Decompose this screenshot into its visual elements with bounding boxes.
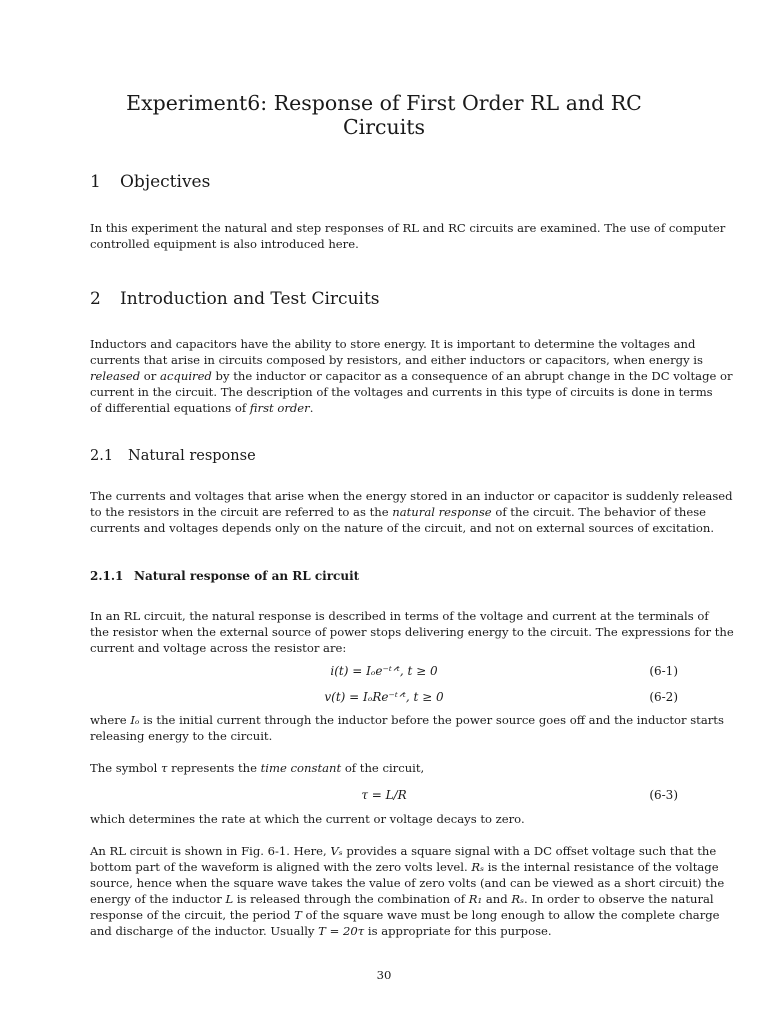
text-span: where — [90, 713, 131, 727]
emphasis-text: natural response — [392, 505, 492, 519]
math-symbol: Iₒ — [130, 713, 140, 727]
section-title: Natural response of an RL circuit — [134, 569, 360, 583]
paragraph-line — [90, 504, 707, 520]
paragraph-line — [90, 760, 678, 776]
text-span: energy of the inductor — [90, 892, 226, 906]
text-span: and — [482, 892, 512, 906]
equation-expression: i(t) = Iₒe⁻ᵗᐟᵗ, t ≥ 0 — [330, 664, 438, 678]
paragraph-line — [90, 400, 678, 416]
emphasis-text: released — [90, 369, 141, 383]
section-heading-introduction — [90, 289, 380, 309]
text-span: An RL circuit is shown in Fig. 6-1. Here, — [90, 844, 331, 858]
emphasis-text: time constant — [260, 761, 342, 775]
section-title: Natural response — [128, 448, 256, 464]
section-heading-objectives — [90, 172, 210, 192]
paragraph-line: current and voltage across the resistor are: — [90, 641, 347, 655]
section-number: 1 — [90, 172, 101, 192]
equation-6-2 — [90, 689, 678, 705]
section-title: Objectives — [120, 172, 211, 192]
text-span: . — [309, 401, 314, 415]
equation-number: (6-1) — [649, 664, 678, 678]
paragraph-line — [90, 859, 719, 875]
paragraph-line: current in the circuit. The description of the voltages and currents in this type of circuits is done in terms — [90, 385, 713, 399]
paragraph-line: The currents and voltages that arise when the energy stored in an inductor or capacitor is suddenly released — [90, 489, 733, 503]
equation-number: (6-3) — [649, 788, 678, 802]
math-symbol: Rₛ — [511, 892, 524, 906]
text-span: is the internal resistance of the voltage — [484, 860, 719, 874]
text-span: of differential equations of — [90, 401, 250, 415]
text-span: . In order to observe the natural — [523, 892, 714, 906]
math-symbol: T — [294, 908, 302, 922]
paragraph-line: In an RL circuit, the natural response is described in terms of the voltage and current at the terminals of — [90, 609, 709, 623]
paragraph-line: currents and voltages depends only on the nature of the circuit, and not on external sources of excitation. — [90, 521, 715, 535]
text-span: of the circuit, — [341, 761, 425, 775]
math-symbol: L — [225, 892, 234, 906]
text-span: and discharge of the inductor. Usually — [90, 924, 319, 938]
equation-expression: τ = L/R — [361, 788, 407, 802]
paragraph-line — [90, 891, 714, 907]
paragraph-line — [90, 907, 720, 923]
text-span: or — [140, 369, 161, 383]
paragraph-line: which determines the rate at which the current or voltage decays to zero. — [90, 812, 525, 826]
subsubsection-heading-rl-circuit — [90, 569, 359, 583]
text-span: response of the circuit, the period — [90, 908, 295, 922]
section-title: Introduction and Test Circuits — [120, 289, 380, 309]
math-symbol: Rₛ — [471, 860, 485, 874]
equation-expression: v(t) = IₒRe⁻ᵗᐟᵗ, t ≥ 0 — [324, 690, 444, 704]
paragraph-line: source, hence when the square wave takes the value of zero volts (and can be viewed as a short circuit) the — [90, 876, 725, 890]
text-span: by the inductor or capacitor as a consequence of an abrupt change in the DC voltage or — [211, 369, 733, 383]
section-number: 2 — [90, 289, 101, 309]
paragraph-line: releasing energy to the circuit. — [90, 729, 273, 743]
text-span: of the circuit. The behavior of these — [491, 505, 707, 519]
emphasis-text: first order — [249, 401, 310, 415]
text-span: The symbol — [90, 761, 162, 775]
emphasis-text: acquired — [160, 369, 212, 383]
text-span: is the initial current through the inductor before the power source goes off and the inductor starts — [139, 713, 724, 727]
text-span: of the square wave must be long enough to allow the complete charge — [301, 908, 720, 922]
paragraph-line: Inductors and capacitors have the ability to store energy. It is important to determine the voltages and — [90, 337, 696, 351]
equation-6-1 — [90, 663, 678, 679]
paragraph-line: In this experiment the natural and step responses of RL and RC circuits are examined. The use of computer — [90, 221, 726, 235]
section-number: 2.1.1 — [90, 569, 124, 583]
page-number: 30 — [376, 968, 392, 982]
equation-number: (6-2) — [649, 690, 678, 704]
math-symbol: Vₛ — [330, 844, 343, 858]
math-symbol: T = 20τ — [318, 924, 365, 938]
section-number: 2.1 — [90, 448, 114, 464]
paragraph-line — [90, 843, 717, 859]
text-span: bottom part of the waveform is aligned with the zero volts level. — [90, 860, 472, 874]
paragraph-line — [90, 368, 733, 384]
equation-6-3 — [90, 787, 678, 803]
paragraph-line — [90, 712, 724, 728]
text-span: is released through the combination of — [233, 892, 469, 906]
paragraph-line: controlled equipment is also introduced here. — [90, 237, 359, 251]
paragraph-line: currents that arise in circuits composed by resistors, and either inductors or capacitors, when energy is — [90, 353, 703, 367]
document-title: Experiment6: Response of First Order RL and RC Circuits — [126, 91, 642, 139]
text-span: is appropriate for this purpose. — [364, 924, 552, 938]
math-symbol: R₁ — [468, 892, 483, 906]
subsection-heading-natural-response — [90, 448, 256, 464]
paragraph-line: the resistor when the external source of power stops delivering energy to the circuit. The expressions for the — [90, 625, 734, 639]
text-span: to the resistors in the circuit are referred to as the — [90, 505, 393, 519]
math-symbol: τ — [161, 761, 168, 775]
text-span: provides a square signal with a DC offset voltage such that the — [342, 844, 717, 858]
text-span: represents the — [167, 761, 261, 775]
paragraph-line — [90, 923, 678, 939]
